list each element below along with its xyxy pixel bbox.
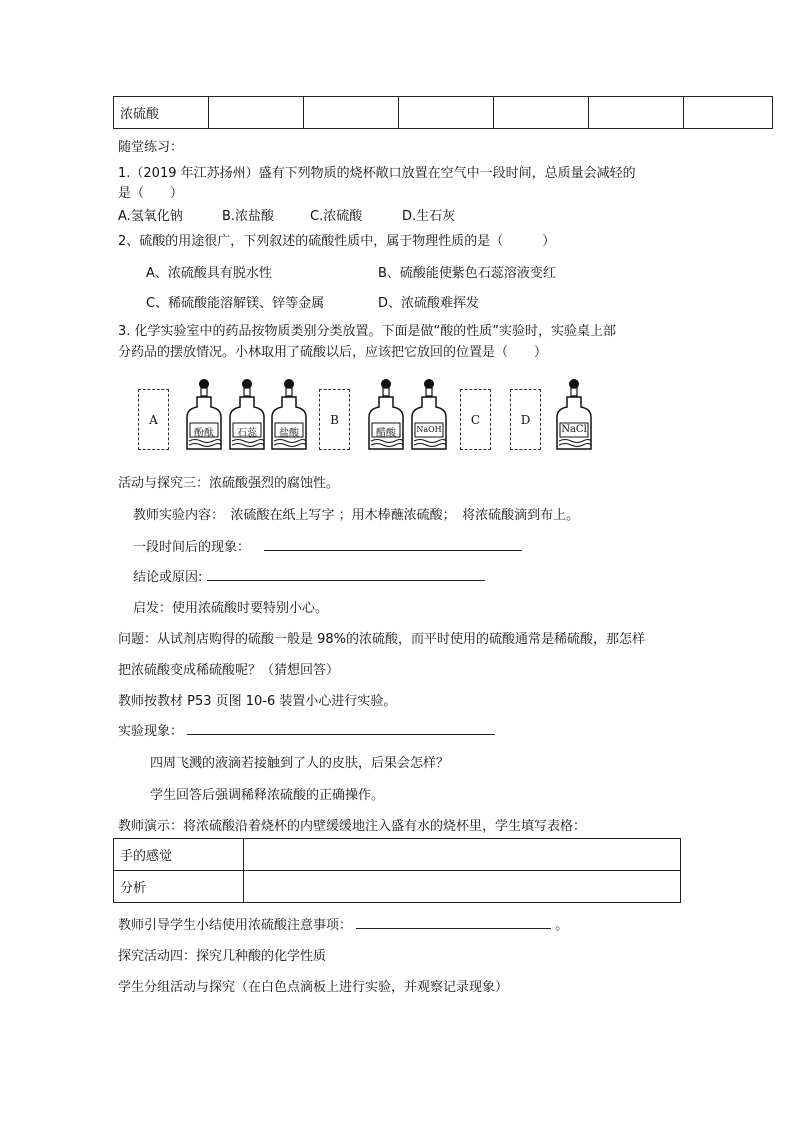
bottle-label: NaOH: [416, 425, 442, 434]
bottle-label: 石蕊: [237, 428, 257, 439]
experiment-result-blank[interactable]: [187, 720, 495, 735]
table-row-label: 手的感觉: [114, 839, 244, 871]
q2-option-c: C、稀硫酸能溶解镁、锌等金属: [146, 296, 325, 311]
bottle-litmus: [226, 377, 268, 457]
hint-text: 启发：使用浓硫酸时要特别小心。: [133, 601, 329, 616]
teacher-experiment-text: 教师实验内容： 浓硫酸在纸上写字 ；用木棒蘸浓硫酸； 将浓硫酸滴到布上。: [133, 508, 580, 523]
conclusion-blank[interactable]: [207, 566, 485, 581]
position-box-d: D: [510, 389, 541, 450]
q2-stem: 2、硫酸的用途很广，下列叙述的硫酸性质中，属于物理性质的是（ ）: [118, 234, 556, 249]
phenomenon-row: [133, 536, 522, 555]
dropper-bottle-icon: [183, 377, 225, 453]
q1-option-a: A.氢氧化钠: [118, 209, 183, 224]
q1-line2: 是（ ）: [118, 186, 184, 201]
bottle-label: NaCl: [561, 424, 587, 435]
position-box-c: C: [460, 389, 491, 450]
experiment-result-row: [118, 720, 495, 739]
conclusion-label: 结论或原因:: [133, 570, 203, 585]
phenomenon-label: 一段时间后的现象：: [133, 540, 251, 555]
table-row-label: 浓硫酸: [114, 97, 209, 129]
table-cell[interactable]: [589, 97, 684, 129]
bottle-label: 醋酸: [376, 428, 396, 439]
q2-option-a: A、浓硫酸具有脱水性: [146, 266, 272, 281]
bottle-acetic-acid: [365, 377, 407, 457]
table-cell[interactable]: [494, 97, 589, 129]
q3-line1: 3. 化学实验室中的药品按物质类别分类放置。下面是做“酸的性质”实验时，实验桌上部: [118, 324, 617, 339]
table-cell[interactable]: [684, 97, 773, 129]
observation-table: [113, 838, 681, 903]
question-line1: 问题：从试剂店购得的硫酸一般是 98%的浓硫酸，而平时使用的硫酸通常是稀硫酸，那怎样: [118, 632, 646, 647]
bottle-nacl: [553, 377, 595, 457]
q1-option-b: B.浓盐酸: [222, 209, 275, 224]
practice-heading: 随堂练习：: [118, 140, 184, 155]
q1-option-c: C.浓硫酸: [310, 209, 363, 224]
bottle-label: 盐酸: [279, 428, 299, 439]
splash-question: 四周飞溅的液滴若接触到了人的皮肤，后果会怎样？: [150, 756, 450, 771]
emphasis-text: 学生回答后强调稀释浓硫酸的正确操作。: [150, 788, 385, 803]
bottle-label: 酚酞: [194, 428, 214, 439]
summary-label: 教师引导学生小结使用浓硫酸注意事项：: [118, 918, 353, 933]
q2-option-b: B、硫酸能使紫色石蕊溶液变红: [378, 266, 556, 281]
top-table: [113, 96, 773, 129]
dropper-bottle-icon: [553, 377, 595, 453]
position-box-a: A: [138, 389, 169, 450]
q2-option-d: D、浓硫酸难挥发: [378, 296, 480, 311]
summary-end: 。: [555, 918, 569, 933]
table-cell[interactable]: [209, 97, 304, 129]
table-cell[interactable]: [304, 97, 399, 129]
table-cell[interactable]: [244, 871, 681, 903]
dropper-bottle-icon: [226, 377, 268, 453]
bottle-naoh: [408, 377, 450, 457]
bottle-hydrochloric-acid: [268, 377, 310, 457]
bottle-phenolphthalein: [183, 377, 225, 457]
q1-line1: 1.（2019 年江苏扬州）盛有下列物质的烧杯敞口放置在空气中一段时间，总质量会减轻的: [118, 166, 636, 181]
activity4-title: 探究活动四：探究几种酸的化学性质: [118, 949, 327, 964]
table-cell[interactable]: [244, 839, 681, 871]
q3-line2: 分药品的摆放情况。小林取用了硫酸以后，应该把它放回的位置是（ ）: [118, 345, 548, 360]
group-activity-text: 学生分组活动与探究（在白色点滴板上进行实验，并观察记录现象）: [118, 980, 509, 995]
table-row-label: 分析: [114, 871, 244, 903]
dropper-bottle-icon: [408, 377, 450, 453]
conclusion-row: [133, 566, 485, 585]
phenomenon-blank[interactable]: [264, 536, 522, 551]
position-box-b: B: [319, 389, 350, 450]
q1-option-d: D.生石灰: [402, 209, 456, 224]
table-cell[interactable]: [399, 97, 494, 129]
summary-row: [118, 914, 568, 933]
dropper-bottle-icon: [268, 377, 310, 453]
activity3-title: 活动与探究三：浓硫酸强烈的腐蚀性。: [118, 476, 340, 491]
experiment-result-label: 实验现象：: [118, 724, 184, 739]
dropper-bottle-icon: [365, 377, 407, 453]
summary-blank[interactable]: [356, 914, 551, 929]
demo-text: 教师演示：将浓硫酸沿着烧杯的内壁缓缓地注入盛有水的烧杯里，学生填写表格：: [118, 819, 587, 834]
question-line2: 把浓硫酸变成稀硫酸呢？（猜想回答）: [118, 663, 340, 678]
textbook-note: 教师按教材 P53 页图 10-6 装置小心进行实验。: [118, 694, 397, 709]
